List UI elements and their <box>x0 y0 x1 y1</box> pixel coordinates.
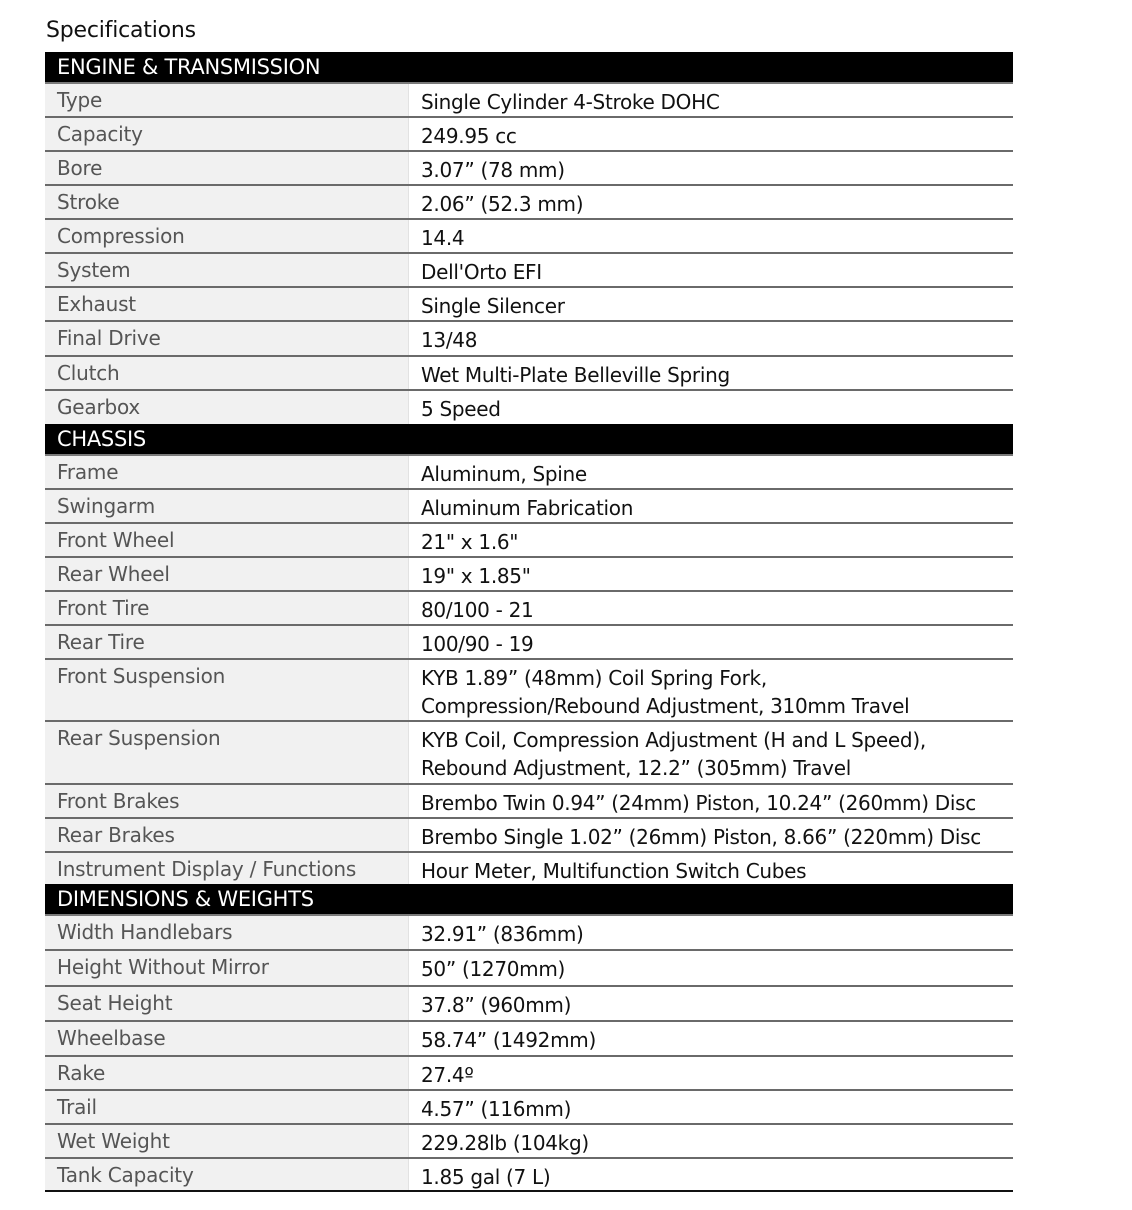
spec-value: 37.8” (960mm) <box>421 993 572 1017</box>
spec-row <box>45 626 1013 660</box>
spec-label: Type <box>45 84 409 116</box>
spec-label: Rear Tire <box>45 626 409 658</box>
spec-label: Front Suspension <box>45 660 409 720</box>
spec-value: 32.91” (836mm) <box>421 922 584 946</box>
spec-label: Instrument Display / Functions <box>45 853 409 884</box>
spec-label: Tank Capacity <box>45 1159 409 1190</box>
spec-row <box>45 391 1013 424</box>
spec-row <box>45 1057 1013 1091</box>
spec-label: Rear Wheel <box>45 558 409 590</box>
spec-label: Gearbox <box>45 391 409 424</box>
spec-row <box>45 220 1013 254</box>
spec-value: 2.06” (52.3 mm) <box>421 192 584 216</box>
spec-label: Frame <box>45 456 409 488</box>
spec-row <box>45 1022 1013 1057</box>
spec-label: Rear Suspension <box>45 722 409 783</box>
spec-value: Single Silencer <box>421 294 565 318</box>
spec-label: Rake <box>45 1057 409 1089</box>
spec-label: Rear Brakes <box>45 819 409 851</box>
spec-label: Seat Height <box>45 987 409 1020</box>
page-title: Specifications <box>46 18 196 43</box>
spec-row <box>45 357 1013 391</box>
spec-label: Front Tire <box>45 592 409 624</box>
spec-value-line: Compression/Rebound Adjustment, 310mm Travel <box>421 694 910 718</box>
spec-value: 100/90 - 19 <box>421 632 534 656</box>
spec-value: Aluminum Fabrication <box>421 496 634 520</box>
spec-row <box>45 951 1013 987</box>
spec-value: 229.28lb (104kg) <box>421 1131 589 1155</box>
spec-value-line: Rebound Adjustment, 12.2” (305mm) Travel <box>421 756 851 780</box>
spec-value: 80/100 - 21 <box>421 598 534 622</box>
spec-label: Stroke <box>45 186 409 218</box>
spec-row <box>45 987 1013 1022</box>
spec-value <box>409 722 1013 783</box>
spec-row <box>45 916 1013 951</box>
spec-row <box>45 660 1013 722</box>
spec-value: 21" x 1.6" <box>421 530 519 554</box>
spec-label: Capacity <box>45 118 409 150</box>
spec-value: Aluminum, Spine <box>421 462 587 486</box>
spec-label: Width Handlebars <box>45 916 409 949</box>
spec-value <box>409 660 1013 720</box>
spec-value: 3.07” (78 mm) <box>421 158 565 182</box>
spec-value: Wet Multi-Plate Belleville Spring <box>421 363 730 387</box>
spec-label: Exhaust <box>45 288 409 320</box>
spec-row <box>45 288 1013 322</box>
section-header-dimensions-weights: DIMENSIONS & WEIGHTS <box>45 884 1013 916</box>
spec-row <box>45 1159 1013 1192</box>
spec-value-line: KYB 1.89” (48mm) Coil Spring Fork, <box>421 666 767 690</box>
section-header-engine-transmission: ENGINE & TRANSMISSION <box>45 52 1013 84</box>
spec-row <box>45 152 1013 186</box>
spec-label: Wheelbase <box>45 1022 409 1055</box>
spec-row <box>45 186 1013 220</box>
spec-label: Trail <box>45 1091 409 1123</box>
spec-row <box>45 84 1013 118</box>
spec-row <box>45 722 1013 785</box>
spec-label: Wet Weight <box>45 1125 409 1157</box>
spec-value: 13/48 <box>421 328 478 352</box>
spec-row <box>45 785 1013 819</box>
spec-value: Single Cylinder 4-Stroke DOHC <box>421 90 720 114</box>
spec-label: Clutch <box>45 357 409 389</box>
spec-row <box>45 118 1013 152</box>
spec-label: Swingarm <box>45 490 409 522</box>
spec-value-line: KYB Coil, Compression Adjustment (H and L Speed), <box>421 728 926 752</box>
spec-value: 19" x 1.85" <box>421 564 531 588</box>
spec-value: Brembo Twin 0.94” (24mm) Piston, 10.24” (260mm) Disc <box>421 791 976 815</box>
spec-value: Hour Meter, Multifunction Switch Cubes <box>421 859 807 883</box>
spec-value: 249.95 cc <box>421 124 517 148</box>
spec-row <box>45 1091 1013 1125</box>
spec-row <box>45 456 1013 490</box>
spec-label: System <box>45 254 409 286</box>
spec-value: 27.4º <box>421 1063 474 1087</box>
spec-label: Final Drive <box>45 322 409 355</box>
spec-label: Front Brakes <box>45 785 409 817</box>
spec-value: 1.85 gal (7 L) <box>421 1165 551 1189</box>
spec-row <box>45 819 1013 853</box>
spec-label: Compression <box>45 220 409 252</box>
spec-row <box>45 1125 1013 1159</box>
spec-value: 58.74” (1492mm) <box>421 1028 596 1052</box>
spec-value: 5 Speed <box>421 397 501 421</box>
spec-row <box>45 592 1013 626</box>
spec-value: 50” (1270mm) <box>421 957 566 981</box>
spec-label: Bore <box>45 152 409 184</box>
specifications-table <box>45 52 1013 1192</box>
spec-label: Front Wheel <box>45 524 409 556</box>
spec-row <box>45 853 1013 884</box>
spec-row <box>45 322 1013 357</box>
spec-row <box>45 490 1013 524</box>
spec-value: Brembo Single 1.02” (26mm) Piston, 8.66” (220mm) Disc <box>421 825 981 849</box>
spec-row <box>45 558 1013 592</box>
spec-row <box>45 254 1013 288</box>
spec-value: Dell'Orto EFI <box>421 260 542 284</box>
spec-value: 4.57” (116mm) <box>421 1097 572 1121</box>
spec-row <box>45 524 1013 558</box>
spec-value: 14.4 <box>421 226 465 250</box>
section-header-chassis: CHASSIS <box>45 424 1013 456</box>
spec-label: Height Without Mirror <box>45 951 409 985</box>
